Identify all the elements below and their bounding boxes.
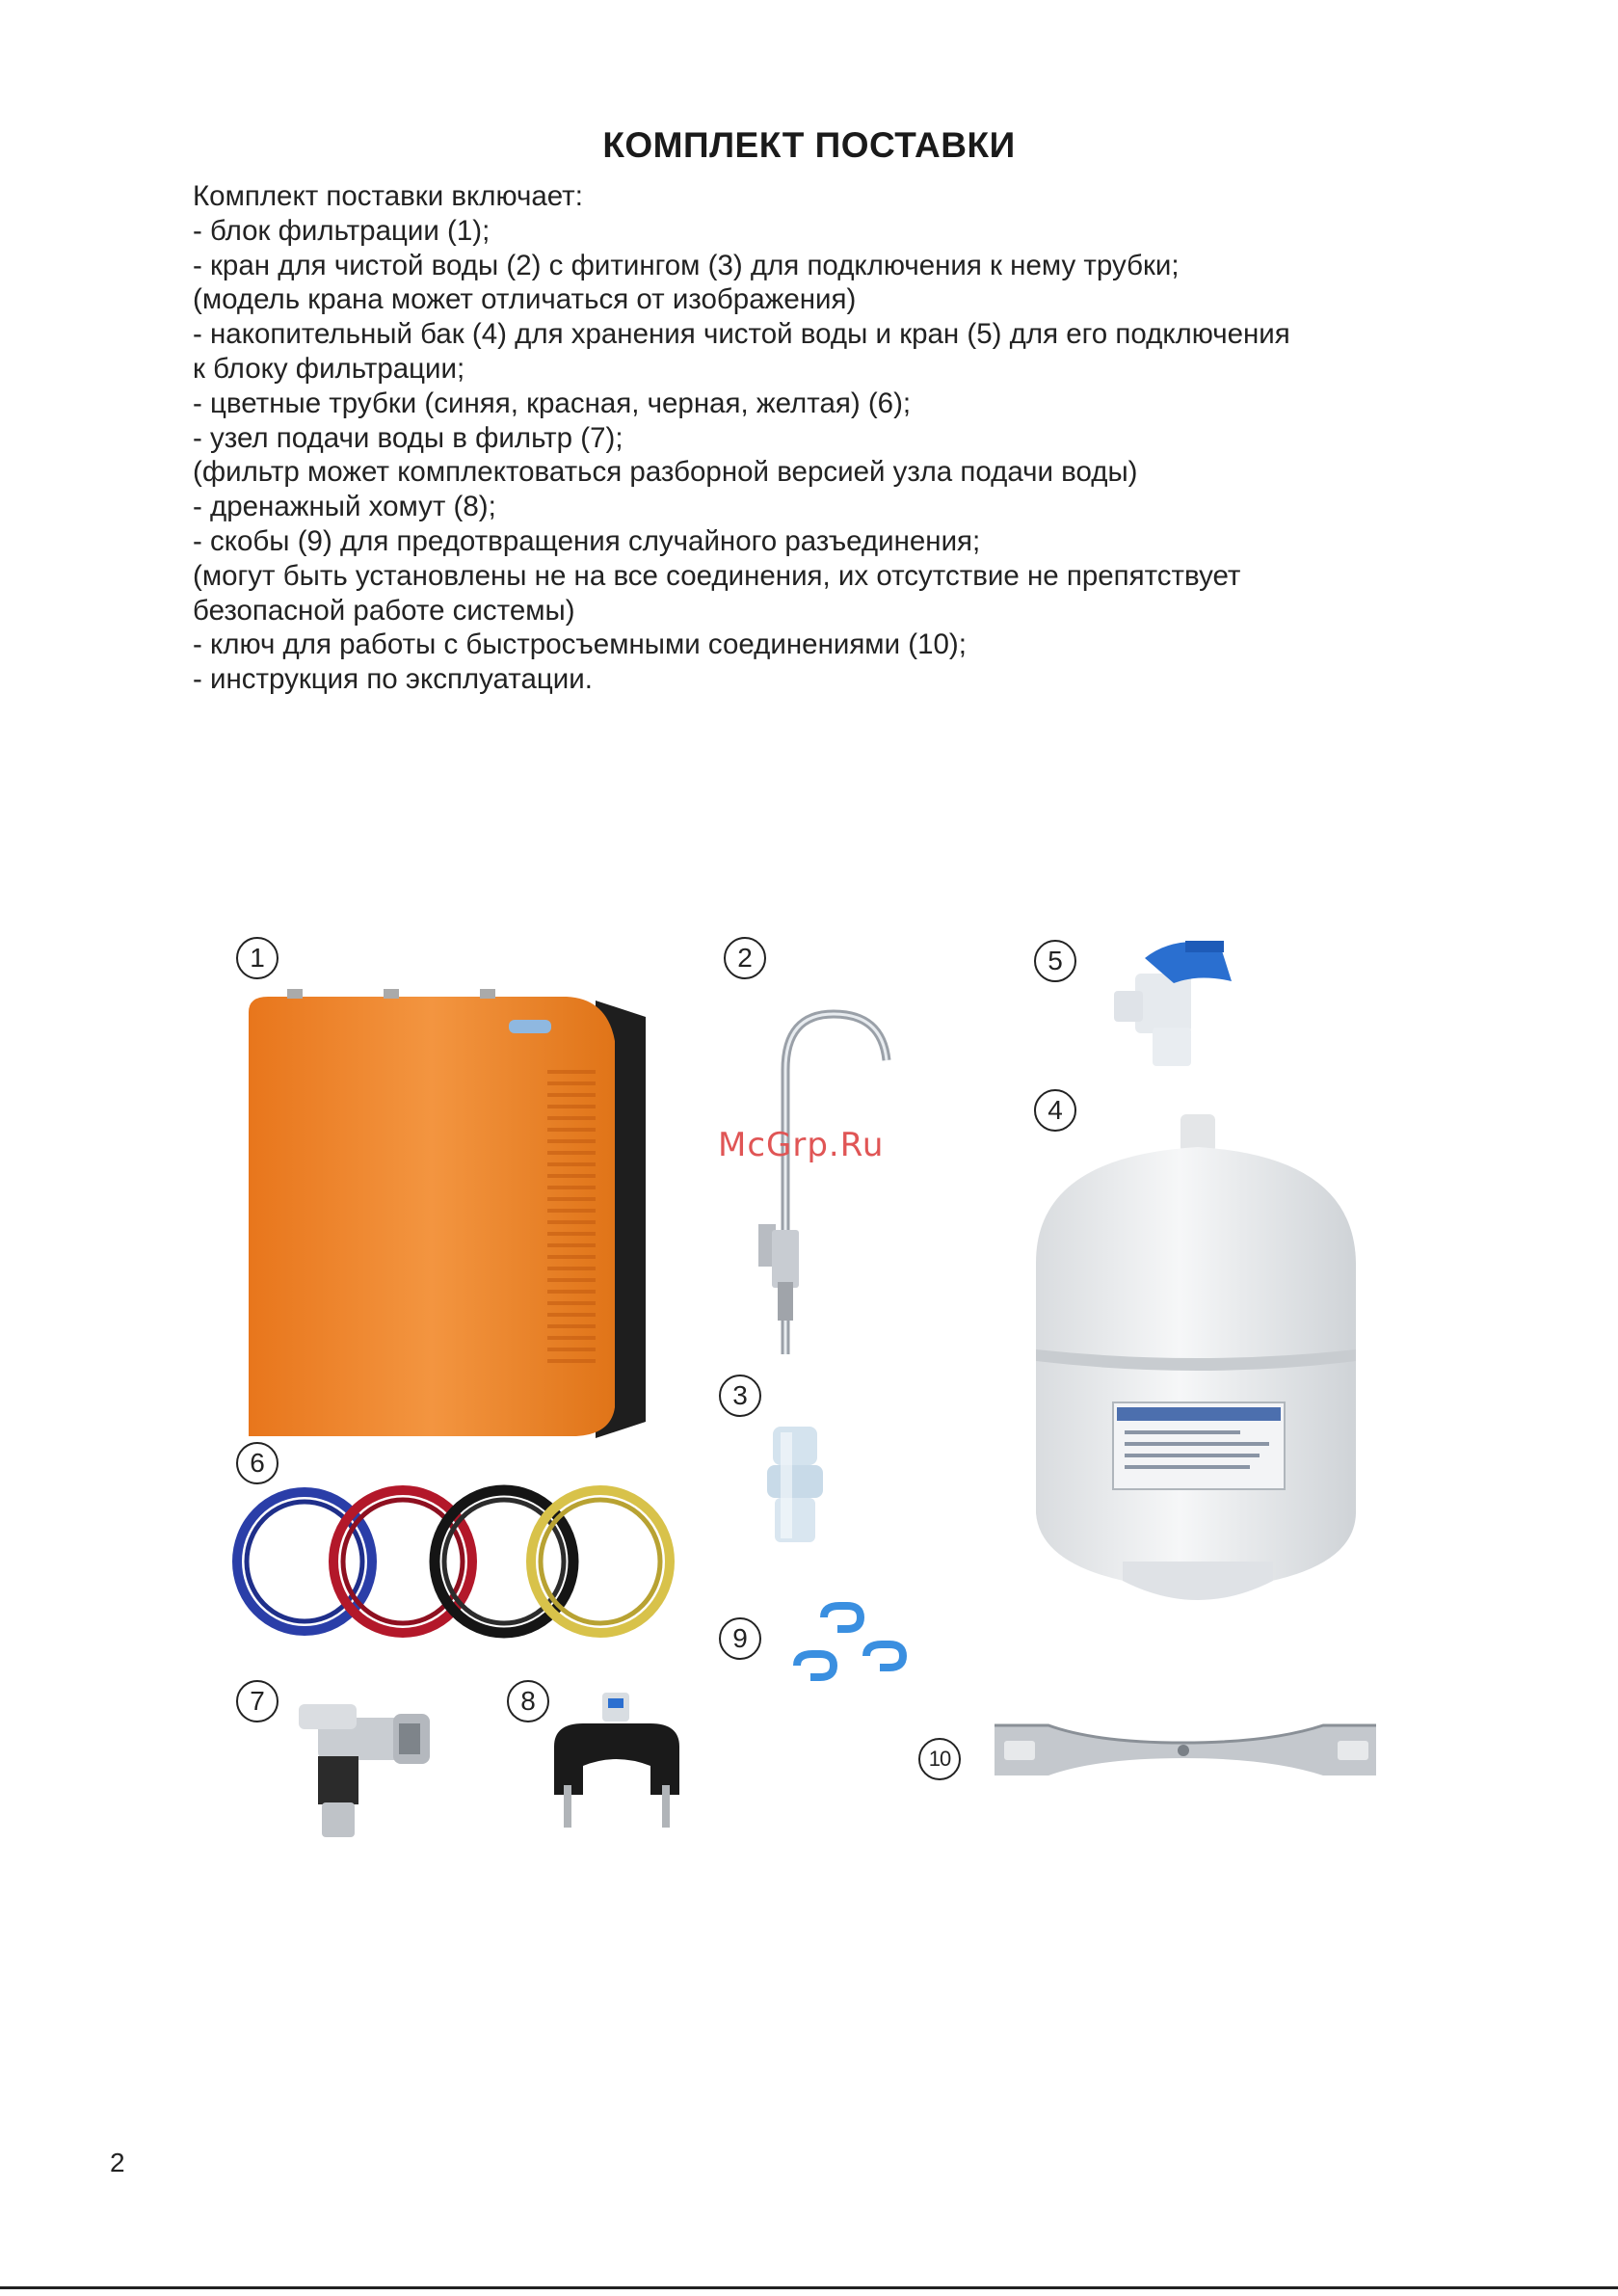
text-line: (могут быть установлены не на все соединения, их отсутствие не препятствует xyxy=(193,559,1241,592)
page-number: 2 xyxy=(110,2148,125,2177)
text-line: - инструкция по эксплуатации. xyxy=(193,663,593,696)
text-line: - ключ для работы с быстросъемными соединениями (10); xyxy=(193,628,967,661)
drain-saddle-image xyxy=(544,1689,689,1833)
text-line: - дренажный хомут (8); xyxy=(193,491,496,523)
item-marker-2: 2 xyxy=(724,937,766,979)
item-marker-9: 9 xyxy=(719,1617,761,1660)
wrench-image xyxy=(991,1712,1381,1789)
text-line: - узел подачи воды в фильтр (7); xyxy=(193,421,623,454)
storage-tank-image xyxy=(1017,1108,1373,1629)
clips-image xyxy=(785,1600,915,1706)
watermark: McGrp.Ru xyxy=(718,1126,885,1164)
item-marker-8: 8 xyxy=(507,1680,549,1722)
item-marker-3: 3 xyxy=(719,1375,761,1417)
text-line: к блоку фильтрации; xyxy=(193,352,465,385)
text-line: (модель крана может отличаться от изображения) xyxy=(193,283,857,316)
item-marker-5: 5 xyxy=(1034,940,1076,982)
item-marker-4: 4 xyxy=(1034,1089,1076,1132)
faucet-image xyxy=(728,993,911,1359)
bottom-rule xyxy=(0,2286,1618,2289)
tank-valve-image xyxy=(1106,935,1241,1070)
text-line: - блок фильтрации (1); xyxy=(193,214,491,247)
text-line: - цветные трубки (синяя, красная, черная, желтая) (6); xyxy=(193,387,912,419)
body-text xyxy=(193,179,1484,697)
item-marker-10: 10 xyxy=(918,1738,961,1780)
text-line: безопасной работе системы) xyxy=(193,594,575,627)
item-marker-1: 1 xyxy=(236,937,279,979)
page-title: КОМПЛЕКТ ПОСТАВКИ xyxy=(602,125,1016,165)
feed-water-valve-image xyxy=(279,1689,443,1843)
text-line: - накопительный бак (4) для хранения чистой воды и кран (5) для его подключения xyxy=(193,318,1290,351)
text-line: (фильтр может комплектоваться разборной версией узла подачи воды) xyxy=(193,456,1138,489)
text-line: - скобы (9) для предотвращения случайного разъединения; xyxy=(193,524,981,557)
item-marker-7: 7 xyxy=(236,1680,279,1722)
fitting-image xyxy=(752,1423,838,1548)
text-line: - кран для чистой воды (2) с фитингом (3) для подключения к нему трубки; xyxy=(193,249,1180,281)
item-marker-6: 6 xyxy=(236,1442,279,1484)
filtration-unit-image xyxy=(229,983,663,1455)
colored-tubes-image xyxy=(229,1471,682,1654)
text-line: Комплект поставки включает: xyxy=(193,180,583,212)
